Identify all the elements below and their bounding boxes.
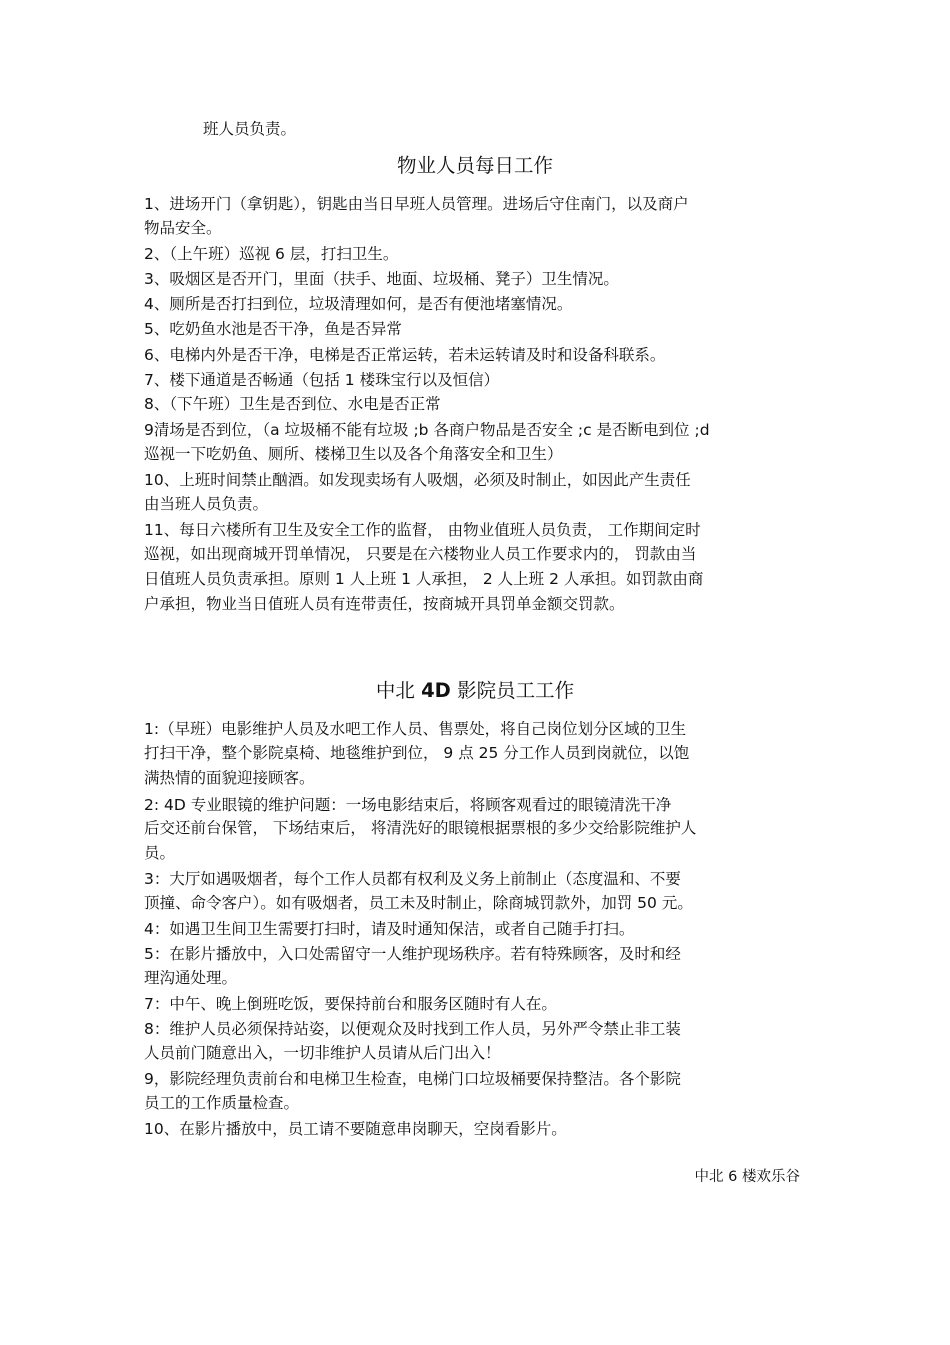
section2-line: 5：在影片播放中，入口处需留守一人维护现场秩序。若有特殊顾客，及时和经 (144, 945, 681, 963)
section2-line: 员工的工作质量检查。 (144, 1094, 300, 1112)
section1-line: 2、（上午班）巡视 6 层，打扫卫生。 (144, 245, 399, 263)
section2-line: 人员前门随意出入，一切非维护人员请从后门出入！ (144, 1044, 501, 1062)
section1-line: 8、（下午班）卫生是否到位、水电是否正常 (144, 395, 441, 413)
section2-title-bold: 4D (421, 679, 451, 702)
section2-line: 3：大厅如遇吸烟者，每个工作人员都有权利及义务上前制止（态度温和、不要 (144, 870, 681, 888)
section1-line: 4、厕所是否打扫到位，垃圾清理如何，是否有便池堵塞情况。 (144, 295, 573, 313)
section2-line: 8：维护人员必须保持站姿，以便观众及时找到工作人员，另外严令禁止非工装 (144, 1020, 681, 1038)
section2-title-post: 影院员工工作 (450, 679, 575, 702)
section1-line: 9清场是否到位，（a 垃圾桶不能有垃圾 ;b 各商户物品是否安全 ;c 是否断电到位 ;d (144, 421, 710, 439)
top-continuation: 班人员负责。 (203, 120, 297, 138)
section2-line: 员。 (144, 844, 176, 862)
section1-title: 物业人员每日工作 (396, 154, 553, 177)
section2-line: 7：中午、晚上倒班吃饭，要保持前台和服务区随时有人在。 (144, 995, 557, 1013)
section2-line: 9，影院经理负责前台和电梯卫生检查，电梯门口垃圾桶要保持整洁。各个影院 (144, 1070, 681, 1088)
section2-line: 后交还前台保管， 下场结束后， 将清洗好的眼镜根据票根的多少交给影院维护人 (144, 819, 697, 837)
section2-line: 10、在影片播放中，员工请不要随意串岗聊天，空岗看影片。 (144, 1120, 567, 1138)
section2-line: 1:（早班）电影维护人员及水吧工作人员、售票处，将自己岗位划分区域的卫生 (144, 720, 687, 738)
section1-line: 7、楼下通道是否畅通（包括 1 楼珠宝行以及恒信） (144, 371, 500, 389)
section1-line: 5、吃奶鱼水池是否干净，鱼是否异常 (144, 320, 402, 338)
section2-line: 顶撞、命令客户）。如有吸烟者，员工未及时制止，除商城罚款外，加罚 50 元。 (144, 894, 693, 912)
section1-line: 日值班人员负责承担。原则 1 人上班 1 人承担， 2 人上班 2 人承担。如罚款由商 (144, 570, 704, 588)
section2-line: 理沟通处理。 (144, 969, 238, 987)
section1-line: 10、上班时间禁止酗酒。如发现卖场有人吸烟，必须及时制止，如因此产生责任 (144, 471, 691, 489)
signature: 中北 6 楼欢乐谷 (694, 1169, 800, 1185)
section2-line: 打扫干净，整个影院桌椅、地毯维护到位， 9 点 25 分工作人员到岗就位，以饱 (144, 744, 690, 762)
section1-line: 巡视，如出现商城开罚单情况， 只要是在六楼物业人员工作要求内的， 罚款由当 (144, 545, 697, 563)
section2-line: 4：如遇卫生间卫生需要打扫时，请及时通知保洁，或者自己随手打扫。 (144, 920, 635, 938)
section2-title (0, 678, 950, 704)
section2-title-pre: 中北 (375, 679, 422, 702)
section2-line: 2: 4D 专业眼镜的维护问题：一场电影结束后，将顾客观看过的眼镜清洗干净 (144, 796, 672, 814)
section1-line: 1、进场开门（拿钥匙），钥匙由当日早班人员管理。进场后守住南门，以及商户 (144, 195, 689, 213)
section2-line: 满热情的面貌迎接顾客。 (144, 769, 315, 787)
section1-line: 6、电梯内外是否干净，电梯是否正常运转，若未运转请及时和设备科联系。 (144, 346, 666, 364)
section1-line: 物品安全。 (144, 219, 222, 237)
section1-line: 户承担，物业当日值班人员有连带责任，按商城开具罚单金额交罚款。 (144, 595, 625, 613)
section1-line: 3、吸烟区是否开门，里面（扶手、地面、垃圾桶、凳子）卫生情况。 (144, 270, 619, 288)
section1-line: 11、每日六楼所有卫生及安全工作的监督， 由物业值班人员负责， 工作期间定时 (144, 521, 701, 539)
section1-line: 巡视一下吃奶鱼、厕所、楼梯卫生以及各个角落安全和卫生） (144, 445, 563, 463)
section1-line: 由当班人员负责。 (144, 495, 269, 513)
